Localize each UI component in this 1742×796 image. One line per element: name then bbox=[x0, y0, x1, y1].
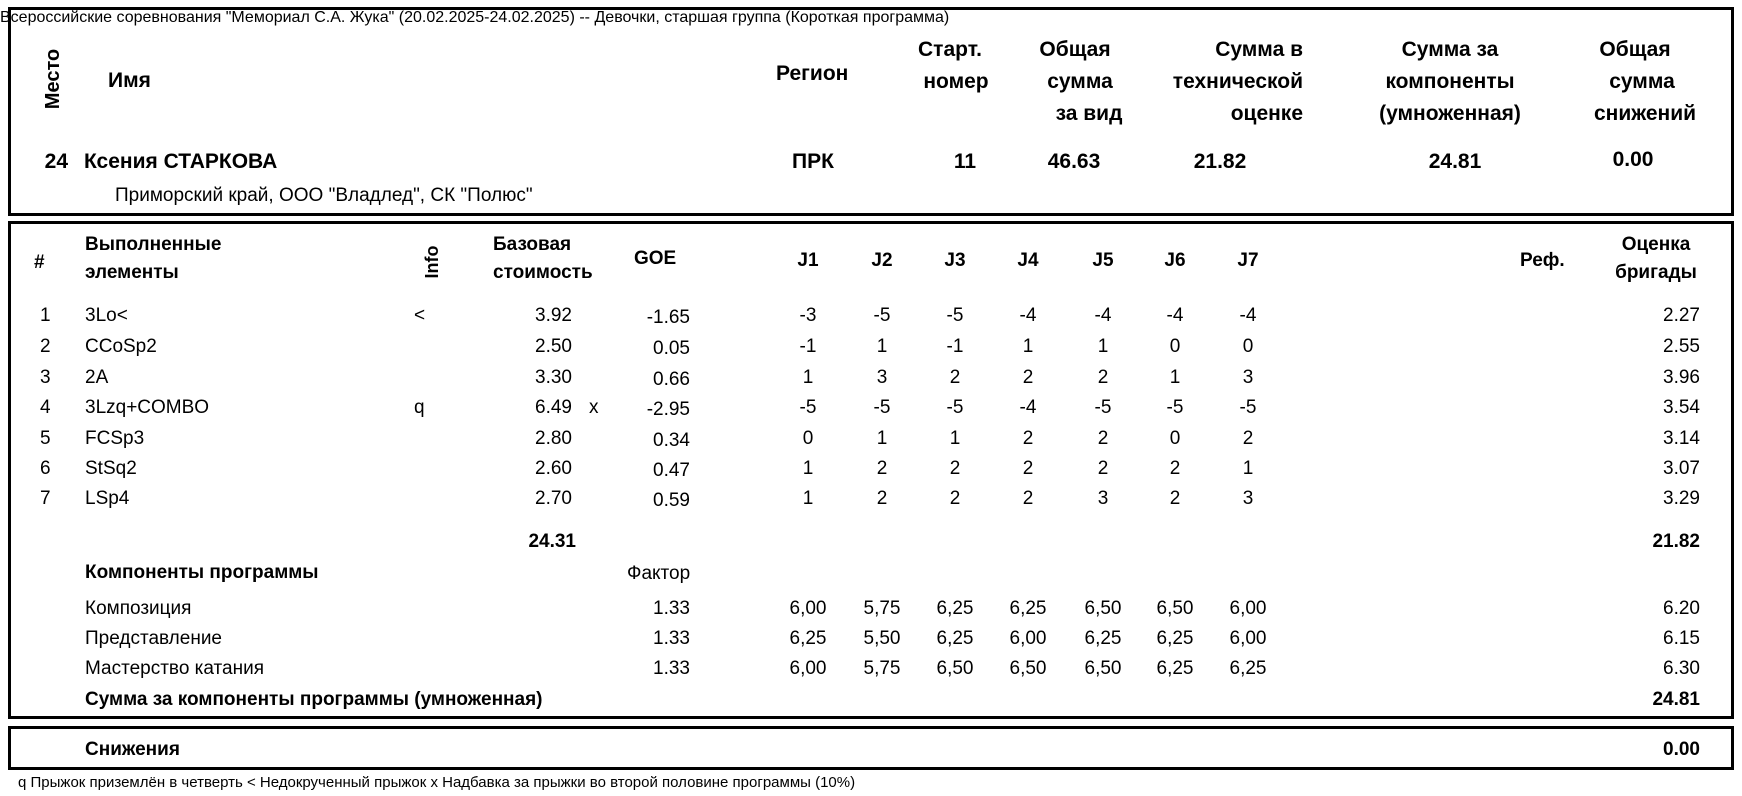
element-judge-3-mark: 1 bbox=[949, 428, 961, 449]
component-factor: 1.33 bbox=[653, 658, 690, 679]
component-judge-2-mark: 5,75 bbox=[863, 598, 901, 619]
element-judge-3-mark: -5 bbox=[946, 397, 964, 418]
component-judge-1-mark: 6,00 bbox=[789, 598, 827, 619]
element-judge-4-mark: 2 bbox=[1022, 488, 1034, 509]
element-panel-score: 2.27 bbox=[1663, 305, 1700, 326]
component-judge-4-mark: 6,50 bbox=[1009, 658, 1047, 679]
tes-header-2: технической bbox=[1172, 70, 1303, 93]
element-goe: 0.05 bbox=[653, 338, 690, 359]
element-number: 1 bbox=[40, 305, 51, 326]
panel-score-header-1: Оценка bbox=[1621, 234, 1691, 255]
element-judge-2-mark: -5 bbox=[873, 305, 891, 326]
element-panel-score: 2.55 bbox=[1663, 336, 1700, 357]
components-total-value: 24.81 bbox=[1652, 689, 1700, 710]
element-score-total: 21.82 bbox=[1652, 531, 1700, 552]
element-judge-1-mark: 1 bbox=[802, 458, 814, 479]
element-bonus-marker: x bbox=[589, 397, 599, 418]
base-value-header-1: Базовая bbox=[493, 234, 572, 255]
event-title: Всероссийские соревнования "Мемориал С.А. Жука" (20.02.2025-24.02.2025) -- Девочки, старшая группа (Короткая программа) bbox=[0, 9, 950, 26]
deductions-total-value: 0.00 bbox=[1663, 739, 1700, 760]
element-judge-1-mark: 1 bbox=[802, 488, 814, 509]
total-score-value: 46.63 bbox=[1047, 150, 1101, 173]
info-header: Info bbox=[422, 245, 442, 279]
component-judge-7-mark: 6,00 bbox=[1229, 628, 1267, 649]
component-judge-5-mark: 6,50 bbox=[1084, 658, 1122, 679]
element-judge-1-mark: -1 bbox=[799, 336, 817, 357]
element-judge-4-mark: -4 bbox=[1019, 397, 1037, 418]
element-judge-3-mark: 2 bbox=[949, 367, 961, 388]
element-base-value: 3.92 bbox=[535, 305, 572, 326]
component-factor: 1.33 bbox=[653, 628, 690, 649]
start-number-header-2: номер bbox=[923, 70, 989, 93]
component-judge-7-mark: 6,25 bbox=[1229, 658, 1267, 679]
element-number: 7 bbox=[40, 488, 51, 509]
region-value: ПРК bbox=[792, 150, 834, 173]
component-judge-3-mark: 6,25 bbox=[936, 598, 974, 619]
element-judge-3-mark: -1 bbox=[946, 336, 964, 357]
element-info: q bbox=[414, 397, 425, 418]
element-judge-2-mark: 1 bbox=[876, 336, 888, 357]
pcs-header-2: компоненты bbox=[1385, 70, 1515, 93]
element-judge-7-mark: 2 bbox=[1242, 428, 1254, 449]
num-header: # bbox=[34, 252, 45, 273]
total-score-header-1: Общая bbox=[1039, 38, 1111, 61]
component-judge-1-mark: 6,00 bbox=[789, 658, 827, 679]
element-judge-5-mark: 2 bbox=[1097, 367, 1109, 388]
element-judge-7-mark: 3 bbox=[1242, 488, 1254, 509]
component-judge-5-mark: 6,25 bbox=[1084, 628, 1122, 649]
element-base-value: 3.30 bbox=[535, 367, 572, 388]
component-judge-4-mark: 6,25 bbox=[1009, 598, 1047, 619]
component-score: 6.20 bbox=[1663, 598, 1700, 619]
element-judge-7-mark: 3 bbox=[1242, 367, 1254, 388]
element-judge-2-mark: -5 bbox=[873, 397, 891, 418]
element-judge-1-mark: 1 bbox=[802, 367, 814, 388]
element-base-value: 2.70 bbox=[535, 488, 572, 509]
component-judge-6-mark: 6,25 bbox=[1156, 658, 1194, 679]
element-judge-5-mark: -5 bbox=[1094, 397, 1112, 418]
element-code: StSq2 bbox=[85, 458, 137, 479]
element-judge-5-mark: 1 bbox=[1097, 336, 1109, 357]
total-score-header-3: за вид bbox=[1055, 102, 1123, 125]
place-value: 24 bbox=[44, 150, 68, 173]
element-judge-5-mark: 3 bbox=[1097, 488, 1109, 509]
component-judge-7-mark: 6,00 bbox=[1229, 598, 1267, 619]
deductions-value: 0.00 bbox=[1612, 148, 1654, 171]
judge-header-7: J7 bbox=[1237, 250, 1259, 271]
deductions-header-2: сумма bbox=[1609, 70, 1675, 93]
deductions-header-1: Общая bbox=[1599, 38, 1671, 61]
legend-footnote: q Прыжок приземлён в четверть < Недокрученный прыжок x Надбавка за прыжки во второй половине программы (10%) bbox=[18, 774, 856, 791]
element-goe: -1.65 bbox=[646, 307, 690, 328]
tes-header-1: Сумма в bbox=[1215, 38, 1303, 61]
element-judge-3-mark: 2 bbox=[949, 488, 961, 509]
element-judge-4-mark: 2 bbox=[1022, 428, 1034, 449]
element-code: 3Lo< bbox=[85, 305, 128, 326]
element-number: 3 bbox=[40, 367, 51, 388]
element-code: CCoSp2 bbox=[85, 336, 157, 357]
component-name: Композиция bbox=[85, 598, 192, 619]
component-score: 6.30 bbox=[1663, 658, 1700, 679]
elements-header-1: Выполненные bbox=[85, 234, 222, 255]
element-base-value: 2.60 bbox=[535, 458, 572, 479]
deductions-header-3: снижений bbox=[1593, 102, 1697, 125]
base-value-header-2: стоимость bbox=[493, 262, 593, 283]
element-judge-2-mark: 2 bbox=[876, 488, 888, 509]
element-code: 2A bbox=[85, 367, 109, 388]
element-judge-2-mark: 1 bbox=[876, 428, 888, 449]
place-header: Место bbox=[42, 48, 64, 110]
element-judge-5-mark: 2 bbox=[1097, 458, 1109, 479]
element-judge-1-mark: -5 bbox=[799, 397, 817, 418]
element-judge-5-mark: -4 bbox=[1094, 305, 1112, 326]
element-judge-6-mark: 2 bbox=[1169, 488, 1181, 509]
element-judge-2-mark: 3 bbox=[876, 367, 888, 388]
element-judge-7-mark: -4 bbox=[1239, 305, 1257, 326]
element-judge-3-mark: -5 bbox=[946, 305, 964, 326]
element-base-value: 6.49 bbox=[535, 397, 572, 418]
component-judge-3-mark: 6,25 bbox=[936, 628, 974, 649]
pcs-header-1: Сумма за bbox=[1401, 38, 1499, 61]
element-judge-1-mark: 0 bbox=[802, 428, 814, 449]
element-code: FCSp3 bbox=[85, 428, 145, 449]
name-header: Имя bbox=[108, 69, 151, 92]
component-judge-5-mark: 6,50 bbox=[1084, 598, 1122, 619]
element-judge-6-mark: -4 bbox=[1166, 305, 1184, 326]
element-judge-6-mark: 0 bbox=[1169, 336, 1181, 357]
element-judge-6-mark: -5 bbox=[1166, 397, 1184, 418]
pcs-value: 24.81 bbox=[1428, 150, 1482, 173]
start-number-header-1: Старт. bbox=[918, 38, 982, 61]
element-base-value: 2.50 bbox=[535, 336, 572, 357]
start-number-value: 11 bbox=[953, 150, 977, 173]
deductions-box bbox=[8, 726, 1734, 770]
element-panel-score: 3.54 bbox=[1663, 397, 1700, 418]
component-judge-6-mark: 6,50 bbox=[1156, 598, 1194, 619]
element-info: < bbox=[414, 305, 426, 326]
element-code: LSp4 bbox=[85, 488, 130, 509]
judge-header-1: J1 bbox=[797, 250, 819, 271]
element-number: 4 bbox=[40, 397, 51, 418]
element-judge-4-mark: 2 bbox=[1022, 458, 1034, 479]
element-judge-6-mark: 1 bbox=[1169, 367, 1181, 388]
element-goe: -2.95 bbox=[646, 399, 690, 420]
element-goe: 0.66 bbox=[653, 369, 690, 390]
elements-header-2: элементы bbox=[85, 262, 179, 283]
tes-header-3: оценке bbox=[1230, 102, 1303, 125]
element-base-value: 2.80 bbox=[535, 428, 572, 449]
element-judge-4-mark: 2 bbox=[1022, 367, 1034, 388]
factor-header: Фактор bbox=[627, 563, 691, 584]
element-goe: 0.59 bbox=[653, 490, 690, 511]
element-panel-score: 3.96 bbox=[1663, 367, 1700, 388]
goe-header: GOE bbox=[634, 248, 677, 269]
component-judge-6-mark: 6,25 bbox=[1156, 628, 1194, 649]
panel-score-header-2: бригады bbox=[1615, 262, 1697, 283]
component-name: Представление bbox=[85, 628, 222, 649]
element-judge-4-mark: 1 bbox=[1022, 336, 1034, 357]
element-judge-5-mark: 2 bbox=[1097, 428, 1109, 449]
referee-header: Реф. bbox=[1520, 250, 1565, 271]
component-factor: 1.33 bbox=[653, 598, 690, 619]
element-judge-6-mark: 0 bbox=[1169, 428, 1181, 449]
element-judge-7-mark: 0 bbox=[1242, 336, 1254, 357]
element-panel-score: 3.14 bbox=[1663, 428, 1700, 449]
components-heading: Компоненты программы bbox=[85, 562, 319, 583]
element-judge-3-mark: 2 bbox=[949, 458, 961, 479]
judge-header-3: J3 bbox=[944, 250, 966, 271]
element-judge-7-mark: 1 bbox=[1242, 458, 1254, 479]
component-name: Мастерство катания bbox=[85, 658, 264, 679]
element-judge-4-mark: -4 bbox=[1019, 305, 1037, 326]
club-affiliation: Приморский край, ООО "Владлед", СК "Полюс" bbox=[115, 185, 533, 206]
total-score-header-2: сумма bbox=[1047, 70, 1113, 93]
component-judge-1-mark: 6,25 bbox=[789, 628, 827, 649]
component-judge-2-mark: 5,75 bbox=[863, 658, 901, 679]
tes-value: 21.82 bbox=[1193, 150, 1247, 173]
element-number: 2 bbox=[40, 336, 51, 357]
judge-header-5: J5 bbox=[1092, 250, 1114, 271]
region-header: Регион bbox=[776, 62, 849, 85]
element-judge-7-mark: -5 bbox=[1239, 397, 1257, 418]
judge-header-4: J4 bbox=[1017, 250, 1039, 271]
deductions-label: Снижения bbox=[85, 739, 180, 760]
judge-header-2: J2 bbox=[871, 250, 893, 271]
component-judge-3-mark: 6,50 bbox=[936, 658, 974, 679]
pcs-header-3: (умноженная) bbox=[1379, 102, 1521, 125]
element-code: 3Lzq+COMBO bbox=[85, 397, 210, 418]
base-value-total: 24.31 bbox=[528, 531, 576, 552]
element-number: 5 bbox=[40, 428, 51, 449]
element-judge-6-mark: 2 bbox=[1169, 458, 1181, 479]
element-goe: 0.34 bbox=[653, 430, 690, 451]
component-judge-2-mark: 5,50 bbox=[863, 628, 901, 649]
element-judge-2-mark: 2 bbox=[876, 458, 888, 479]
component-score: 6.15 bbox=[1663, 628, 1700, 649]
element-panel-score: 3.29 bbox=[1663, 488, 1700, 509]
judge-header-6: J6 bbox=[1164, 250, 1186, 271]
skater-name: Ксения СТАРКОВА bbox=[84, 150, 278, 173]
component-judge-4-mark: 6,00 bbox=[1009, 628, 1047, 649]
element-panel-score: 3.07 bbox=[1663, 458, 1700, 479]
element-judge-1-mark: -3 bbox=[799, 305, 817, 326]
element-number: 6 bbox=[40, 458, 51, 479]
components-total-label: Сумма за компоненты программы (умноженная) bbox=[85, 689, 543, 710]
element-goe: 0.47 bbox=[653, 460, 690, 481]
